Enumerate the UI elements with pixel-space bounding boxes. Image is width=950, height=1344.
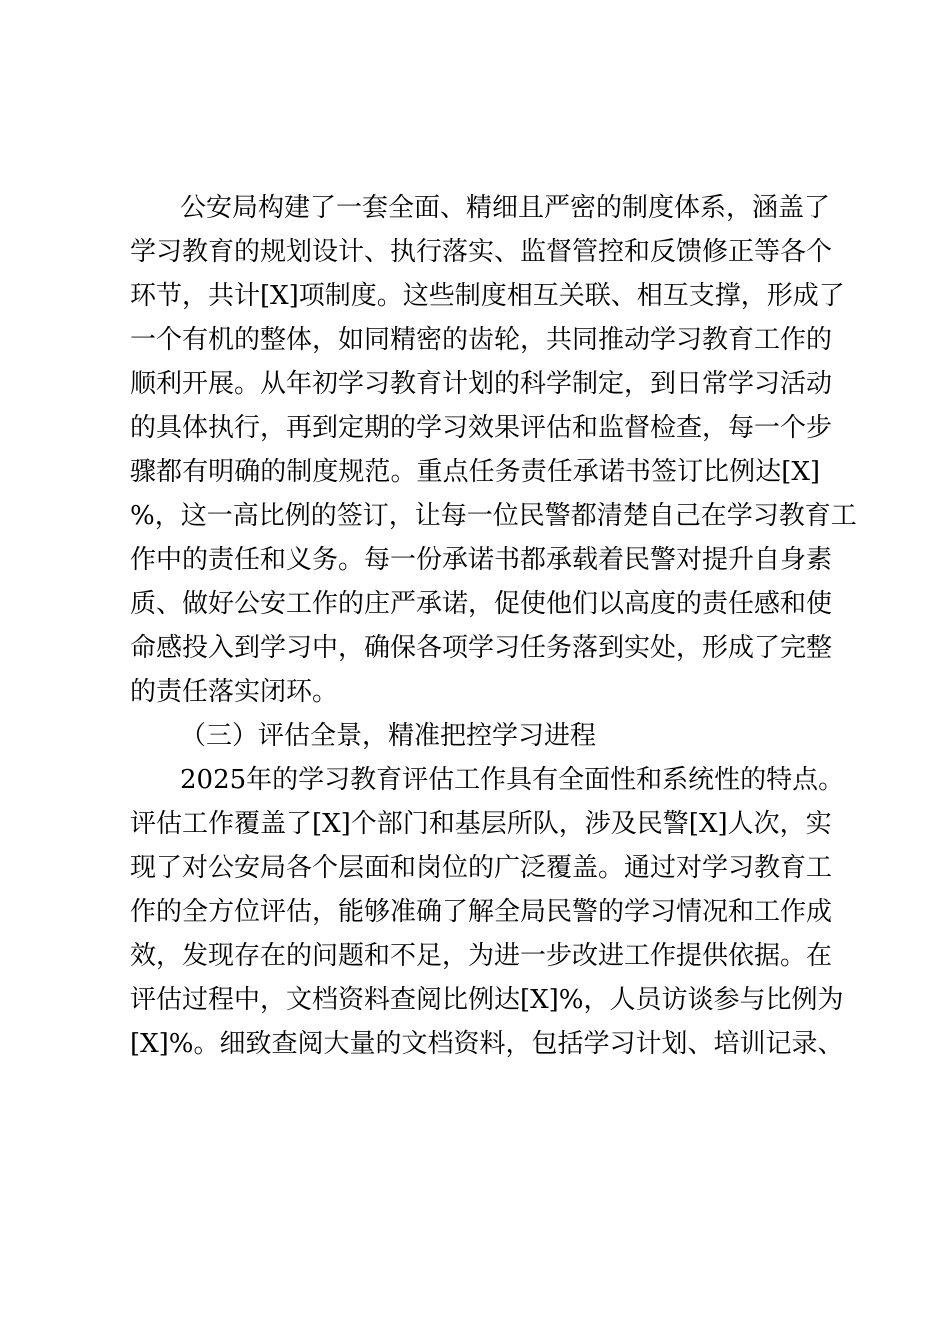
paragraph-1-line-8: %，这一高比例的签订，让每一位民警都清楚自己在学习教育工 [130,501,857,531]
paragraph-1-line-12: 的责任落实闭环。 [130,677,339,707]
paragraph-2-line-4: 作的全方位评估，能够准确了解全局民警的学习情况和工作成 [130,897,833,927]
paragraph-1-line-2: 学习教育的规划设计、执行落实、监督管控和反馈修正等各个 [130,237,833,267]
paragraph-1-line-9: 作中的责任和义务。每一份承诺书都承载着民警对提升自身素 [130,545,833,575]
paragraph-2-line-1: 2025年的学习教育评估工作具有全面性和系统性的特点。 [180,765,845,795]
paragraph-1-line-1: 公安局构建了一套全面、精细且严密的制度体系，涵盖了 [180,193,831,223]
section-heading: （三）评估全景，精准把控学习进程 [180,721,597,751]
paragraph-2-line-7: [X]%。细致查阅大量的文档资料，包括学习计划、培训记录、 [130,1029,844,1059]
paragraph-1-line-10: 质、做好公安工作的庄严承诺，促使他们以高度的责任感和使 [130,589,833,619]
paragraph-2-line-2: 评估工作覆盖了[X]个部门和基层所队，涉及民警[X]人次，实 [130,809,832,839]
paragraph-1-line-6: 的具体执行，再到定期的学习效果评估和监督检查，每一个步 [130,413,833,443]
paragraph-2-line-3: 现了对公安局各个层面和岗位的广泛覆盖。通过对学习教育工 [130,853,833,883]
paragraph-1-line-7: 骤都有明确的制度规范。重点任务责任承诺书签订比例达[X] [130,457,820,487]
paragraph-2-line-6: 评估过程中，文档资料查阅比例达[X]%，人员访谈参与比例为 [130,985,844,1015]
paragraph-2-line-5: 效，发现存在的问题和不足，为进一步改进工作提供依据。在 [130,941,833,971]
paragraph-1-line-5: 顺利开展。从年初学习教育计划的科学制定，到日常学习活动 [130,369,833,399]
paragraph-1-line-11: 命感投入到学习中，确保各项学习任务落到实处，形成了完整 [130,633,833,663]
paragraph-1-line-3: 环节，共计[X]项制度。这些制度相互关联、相互支撑，形成了 [130,281,845,311]
paragraph-1-line-4: 一个有机的整体，如同精密的齿轮，共同推动学习教育工作的 [130,325,833,355]
